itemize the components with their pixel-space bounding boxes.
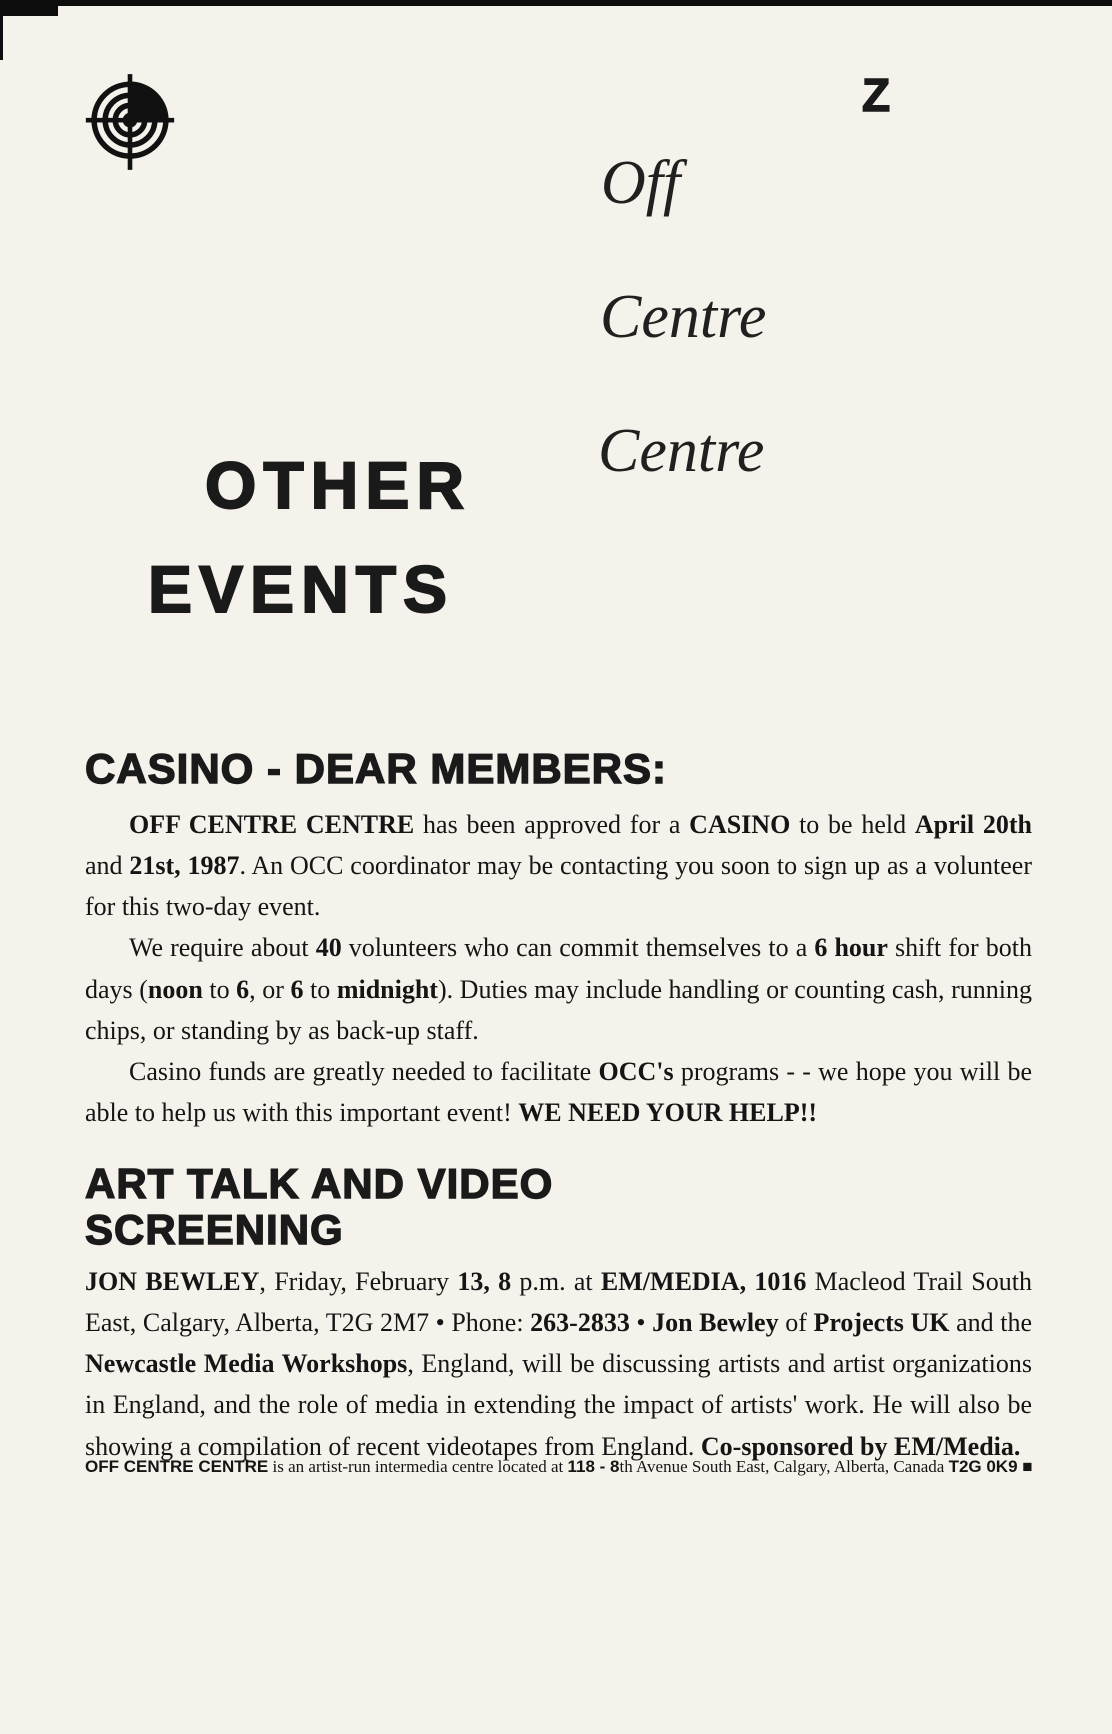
document-body — [85, 746, 1032, 1467]
page-title-other: OTHER — [205, 448, 471, 522]
target-logo-icon — [84, 74, 176, 170]
footer-address: OFF CENTRE CENTRE is an artist-run intermedia centre located at 118 - 8th Avenue South East, Calgary, Alberta, Canada T2G 0K9 ■ — [85, 1457, 1033, 1476]
scan-edge-artifact-left — [0, 0, 3, 60]
masthead-line-centre-1: Centre — [600, 283, 767, 351]
art-talk-heading-line-1: ART TALK AND VIDEO — [85, 1159, 554, 1207]
scan-edge-artifact-corner — [0, 0, 58, 16]
art-talk-heading-line-2: SCREENING — [85, 1206, 344, 1253]
page-title-events: EVENTS — [148, 552, 455, 626]
casino-paragraph-3: Casino funds are greatly needed to facilitate OCC's programs - - we hope you will be able to help us with this important event! WE NEED YOUR HELP!! — [85, 1056, 1032, 1127]
masthead-line-centre-2: Centre — [598, 417, 765, 485]
section-heading-art-talk — [85, 1161, 1032, 1253]
scan-edge-artifact-top — [0, 0, 1112, 6]
section-heading-casino: CASINO - DEAR MEMBERS: — [85, 745, 668, 792]
casino-paragraph-2: We require about 40 volunteers who can commit themselves to a 6 hour shift for both days (noon to 6, or 6 to midnight). Duties may include handling or counting cash, running chips, or standing by as back-up staff. — [85, 933, 1032, 1045]
art-talk-paragraph: JON BEWLEY, Friday, February 13, 8 p.m. at EM/MEDIA, 1016 Macleod Trail South East, Calgary, Alberta, T2G 2M7 • Phone: 263-2833 • Jon Bewley of Projects UK and the Newcastle Media Workshops, England, will be discussing artists and artist organizations in England, and the role of media in extending the impact of artists' work. He will also be showing a compilation of recent videotapes from England. Co-sponsored by EM/Media. — [85, 1267, 1032, 1461]
casino-paragraph-1: OFF CENTRE CENTRE has been approved for a CASINO to be held April 20th and 21st, 1987. An OCC coordinator may be contacting you soon to sign up as a volunteer for this two-day event. — [85, 810, 1032, 922]
masthead-line-off: Off — [601, 149, 681, 217]
corner-letter: Z — [862, 69, 892, 121]
